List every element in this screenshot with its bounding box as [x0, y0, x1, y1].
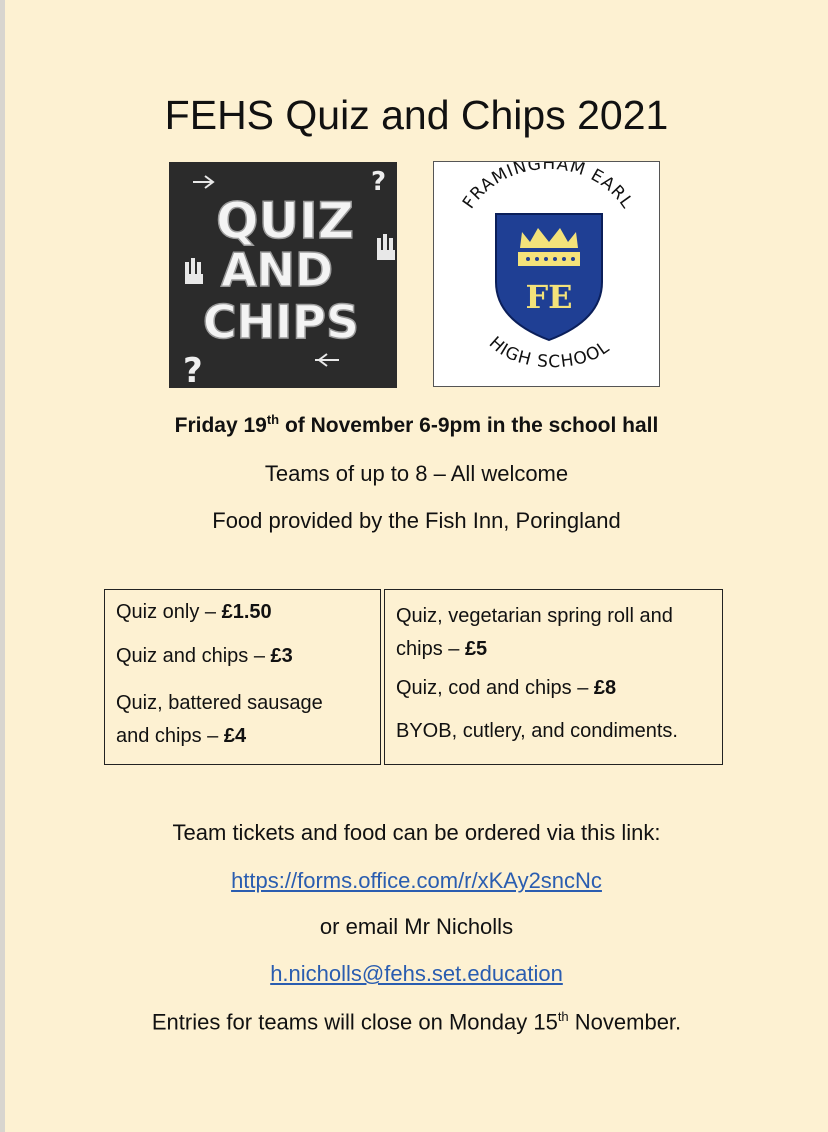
order-link-row [5, 868, 828, 894]
school-crest-logo [433, 161, 660, 387]
price-item: Quiz, battered sausage and chips – £4 [116, 692, 323, 747]
event-date-line: Friday 19th of November 6-9pm in the school hall [174, 412, 659, 437]
logo-line-quiz: QUIZ [216, 192, 354, 250]
crest-bottom-text: HIGH SCHOOL [484, 332, 614, 373]
price-item: Quiz only – £1.50 [116, 601, 272, 623]
food-line: Food provided by the Fish Inn, Poringland [212, 508, 621, 533]
shield-icon [496, 214, 602, 340]
question-mark-icon: ? [371, 167, 387, 197]
price-box-right [384, 589, 723, 765]
price-item: Quiz, vegetarian spring roll and chips – £5 [396, 605, 673, 660]
crest-graphic [434, 162, 659, 386]
crest-initials: FE [525, 278, 573, 316]
question-mark-icon-2: ? [183, 351, 203, 388]
chalkboard-graphic [169, 162, 397, 388]
email-link[interactable]: h.nicholls@fehs.set.education [270, 961, 563, 986]
logo-line-and: AND [220, 243, 334, 297]
crest-top-text: FRAMINGHAM EARL [458, 162, 638, 213]
poster [5, 0, 828, 1132]
or-email-line: or email Mr Nicholls [319, 914, 514, 939]
email-row [5, 961, 828, 987]
ordering-intro: Team tickets and food can be ordered via this link: [172, 820, 661, 845]
price-item: Quiz and chips – £3 [116, 645, 293, 667]
price-box-left [104, 589, 381, 765]
price-item: Quiz, cod and chips – £8 [396, 677, 617, 699]
poster-title: FEHS Quiz and Chips 2021 [164, 92, 669, 138]
closing-date-line: Entries for teams will close on Monday 15th November. [151, 1009, 682, 1035]
teams-line: Teams of up to 8 – All welcome [264, 461, 569, 486]
quiz-and-chips-logo [169, 162, 397, 388]
price-item: BYOB, cutlery, and condiments. [396, 720, 678, 742]
order-form-link[interactable]: https://forms.office.com/r/xKAy2sncNc [231, 868, 602, 893]
logo-line-chips: CHIPS [202, 295, 360, 349]
